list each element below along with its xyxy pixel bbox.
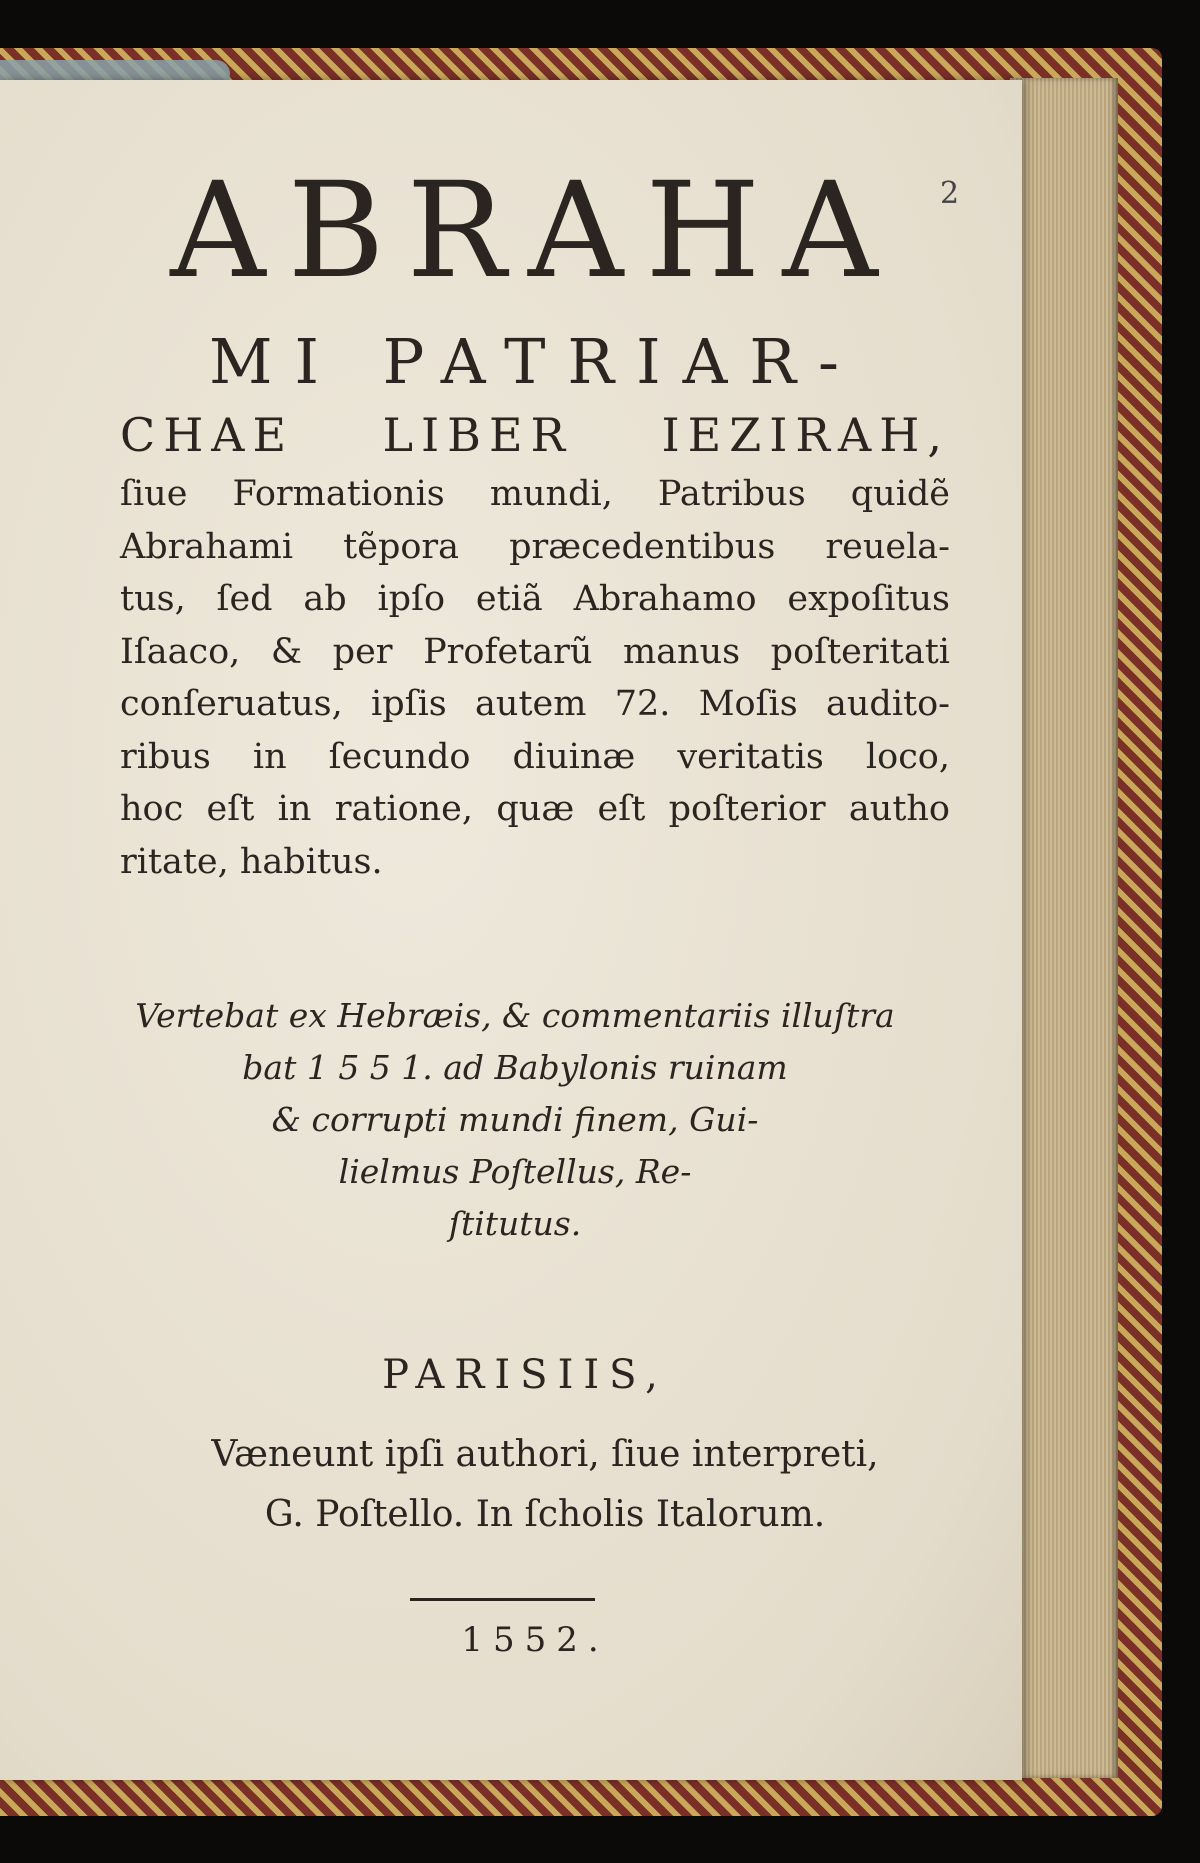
title-line-1: ABRAHA [170,154,900,308]
divider-rule [410,1598,595,1601]
body-line: hoc eſt in ratione, quæ eſt poſterior autho [120,789,950,829]
translator-note [100,990,930,1250]
italic-line: lielmus Poſtellus, Re- [338,1152,692,1191]
body-line: Abrahami tẽpora præcedentibus reuela- [120,526,950,567]
imprint-line: Væneunt ipſi authori, ſiue interpreti, [211,1434,879,1475]
page-mark: 2 [940,176,960,211]
italic-line: ſtitutus. [448,1204,582,1243]
body-line: ritate, habitus. [120,841,383,882]
title-description [120,468,950,888]
body-line: ribus in ſecundo diuinæ veritatis loco, [120,736,950,777]
imprint-line: G. Poſtello. In ſcholis Italorum. [264,1494,826,1535]
imprint-year: 1552. [461,1620,609,1660]
body-line: Iſaaco, & per Profetarũ manus poſteritati [120,631,950,672]
body-line: ſiue Formationis mundi, Patribus quidẽ [120,474,950,514]
italic-line: & corrupti mundi finem, Gui- [271,1100,759,1139]
title-line-2: MI PATRIAR- [208,325,862,398]
body-line: conſeruatus, ipſis autem 72. Moſis audito- [120,684,950,724]
italic-line: bat 1 5 5 1. ad Babylonis ruinam [242,1048,788,1087]
page-edges [1010,78,1118,1778]
body-line: tus, ſed ab ipſo etiã Abrahamo expoſitus [120,579,950,619]
title-line-3: CHAE LIBER IEZIRAH, [120,408,950,462]
italic-line: Vertebat ex Hebræis, & commentariis illuſtra [135,996,895,1035]
imprint-city: PARISIIS, [382,1352,668,1398]
imprint [130,1425,960,1545]
